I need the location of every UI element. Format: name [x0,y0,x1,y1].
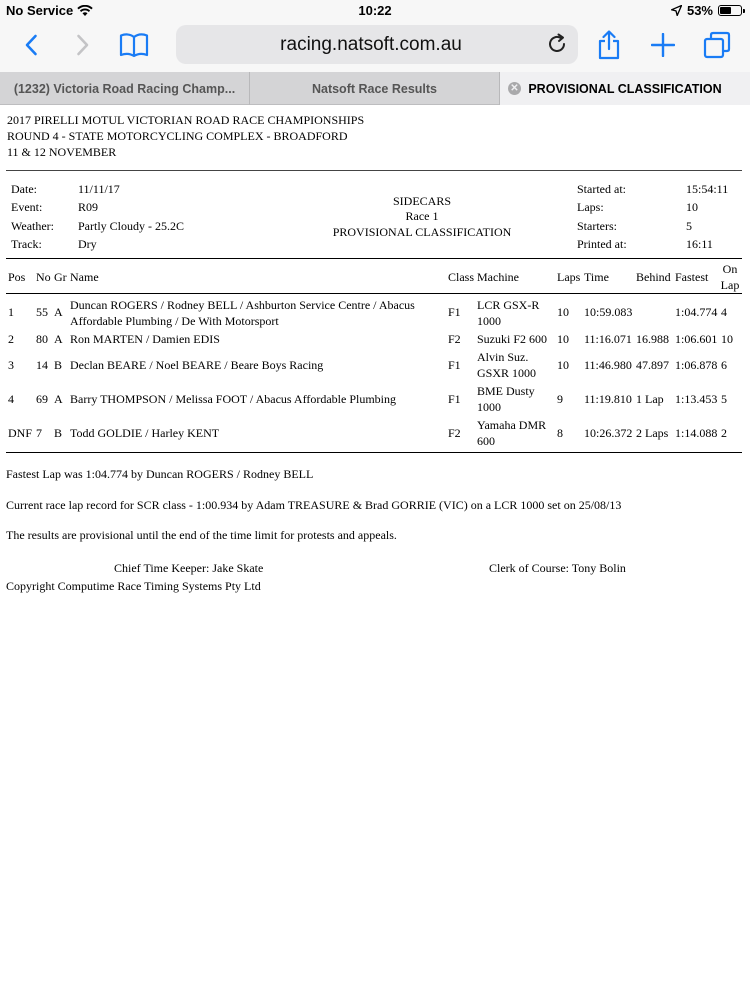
row-pos: 4 [8,392,14,406]
fastest-lap-note: Fastest Lap was 1:04.774 by Duncan ROGERS / Rodney BELL [6,467,314,481]
row-on-lap: 6 [721,358,727,372]
tab-label: Natsoft Race Results [311,81,438,96]
event-value: R09 [78,200,99,214]
row-time: 11:16.071 [584,332,632,346]
row-behind: 16.988 [636,332,669,346]
row-machine: Yamaha DMR 600 [477,418,547,448]
row-class: F1 [448,358,461,372]
tab-strip [0,72,750,105]
row-time: 11:46.980 [584,358,632,372]
row-machine: BME Dusty 1000 [477,384,535,414]
starters-label: Starters: [577,219,617,233]
started-label: Started at: [577,182,626,196]
header-machine: Machine [477,270,519,284]
header-behind: Behind [636,270,671,284]
row-laps: 8 [557,426,563,440]
row-no: 55 [36,305,48,319]
printed-label: Printed at: [577,237,627,251]
row-class: F2 [448,332,461,346]
battery-percent: 53% [686,3,713,18]
printed-value: 16:11 [686,237,713,251]
row-laps: 10 [557,305,569,319]
row-time: 10:59.083 [584,305,633,319]
results-page [0,106,750,1000]
race-name: Race 1 [405,209,439,223]
row-fastest: 1:04.774 [675,305,718,319]
chevron-right-icon [76,34,90,56]
row-machine: Alvin Suz. GSXR 1000 [477,350,537,380]
header-laps: Laps [557,270,581,284]
row-fastest: 1:13.453 [675,392,718,406]
divider [6,293,742,294]
tabs-icon [703,31,731,59]
header-time: Time [584,270,609,284]
row-on-lap: 4 [721,305,727,319]
row-gr: A [54,392,63,406]
battery-icon [718,5,742,16]
new-tab-button[interactable] [646,28,680,62]
row-fastest: 1:14.088 [675,426,718,440]
row-laps: 10 [557,332,569,346]
row-pos: 1 [8,305,14,319]
clerk-of-course: Clerk of Course: Tony Bolin [489,561,626,575]
laps-label: Laps: [577,200,604,214]
tab-label: PROVISIONAL CLASSIFICATION [528,81,722,96]
row-gr: B [54,426,63,440]
row-fastest: 1:06.878 [675,358,718,372]
row-name: Duncan ROGERS / Rodney BELL / Ashburton Service Centre / Abacus Affordable Plumbing / De With Motorsport [70,298,415,328]
battery-fill [720,7,731,14]
weather-label: Weather: [11,219,55,233]
row-laps: 10 [557,358,569,372]
tab-victoria-road-racing[interactable] [0,72,250,105]
forward-button[interactable] [66,28,100,62]
row-no: 7 [36,426,42,440]
date-label: Date: [11,182,37,196]
chief-timekeeper: Chief Time Keeper: Jake Skate [114,561,264,575]
header-name: Name [70,270,99,284]
row-class: F1 [448,392,461,406]
starters-value: 5 [686,219,692,233]
track-value: Dry [78,237,97,251]
started-value: 15:54:11 [686,182,729,196]
row-behind: 47.897 [636,358,669,372]
chevron-left-icon [24,34,38,56]
plus-icon [651,33,675,57]
laps-value: 10 [686,200,698,214]
event-dates: 11 & 12 NOVEMBER [7,145,117,159]
header-pos: Pos [8,270,26,284]
row-fastest: 1:06.601 [675,332,718,346]
url-text: racing.natsoft.com.au [280,34,462,55]
provisional-note: The results are provisional until the end of the time limit for protests and appeals. [6,528,397,542]
race-class: SIDECARS [392,194,451,208]
reload-icon[interactable] [546,33,568,55]
classification-title: PROVISIONAL CLASSIFICATION [332,225,512,239]
row-time: 10:26.372 [584,426,633,440]
date-value: 11/11/17 [78,182,120,196]
clock: 10:22 [358,3,392,18]
header-fastest: Fastest [675,270,709,284]
divider [6,452,742,453]
header-gr: Gr [54,270,67,284]
copyright: Copyright Computime Race Timing Systems Pty Ltd [6,579,261,593]
row-on-lap: 5 [721,392,727,406]
row-no: 14 [36,358,48,372]
row-behind: 2 Laps [636,426,669,440]
row-time: 11:19.810 [584,392,632,406]
championship-title: 2017 PIRELLI MOTUL VICTORIAN ROAD RACE CHAMPIONSHIPS [7,113,365,127]
back-button[interactable] [14,28,48,62]
row-gr: B [54,358,63,372]
header-class: Class [448,270,475,284]
row-no: 80 [36,332,48,346]
tab-natsoft-results[interactable] [250,72,500,105]
row-pos: 3 [8,358,14,372]
row-on-lap: 10 [721,332,733,346]
row-pos: DNF [8,426,33,440]
tab-provisional-classification[interactable] [500,72,750,105]
row-gr: A [54,305,63,319]
row-pos: 2 [8,332,14,346]
track-label: Track: [11,237,42,251]
share-button[interactable] [592,28,626,62]
row-name: Ron MARTEN / Damien EDIS [70,332,220,346]
row-behind: 1 Lap [636,392,664,406]
row-class: F1 [448,305,461,319]
close-tab-icon[interactable]: ✕ [508,82,521,95]
row-name: Declan BEARE / Noel BEARE / Beare Boys Racing [70,358,324,372]
location-arrow-icon [671,5,682,16]
row-gr: A [54,332,63,346]
row-class: F2 [448,426,461,440]
header-no: No [36,270,51,284]
row-name: Barry THOMPSON / Melissa FOOT / Abacus Affordable Plumbing [70,392,396,406]
share-icon [597,30,621,60]
round-title: ROUND 4 - STATE MOTORCYCLING COMPLEX - BROADFORD [7,129,348,143]
row-machine: Suzuki F2 600 [477,332,548,346]
row-on-lap: 2 [721,426,727,440]
row-laps: 9 [557,392,563,406]
tabs-button[interactable] [700,28,734,62]
row-machine: LCR GSX-R 1000 [477,298,540,328]
tab-label: (1232) Victoria Road Racing Champ... [13,81,236,96]
status-bar [0,0,750,22]
browser-toolbar [0,22,750,72]
lap-record-note: Current race lap record for SCR class - 1:00.934 by Adam TREASURE & Brad GORRIE (VIC) on a LCR 1000 set on 25/08/13 [6,498,622,512]
divider [6,258,742,259]
carrier-text: No Service [6,3,74,18]
bookmarks-button[interactable] [117,28,151,62]
event-label: Event: [11,200,43,214]
row-name: Todd GOLDIE / Harley KENT [70,426,220,440]
row-no: 69 [36,392,48,406]
address-bar[interactable] [176,25,578,64]
book-icon [119,32,149,58]
weather-value: Partly Cloudy - 25.2C [78,219,185,233]
status-right [671,3,742,18]
divider [6,170,742,171]
header-on-lap: On Lap [720,262,740,292]
